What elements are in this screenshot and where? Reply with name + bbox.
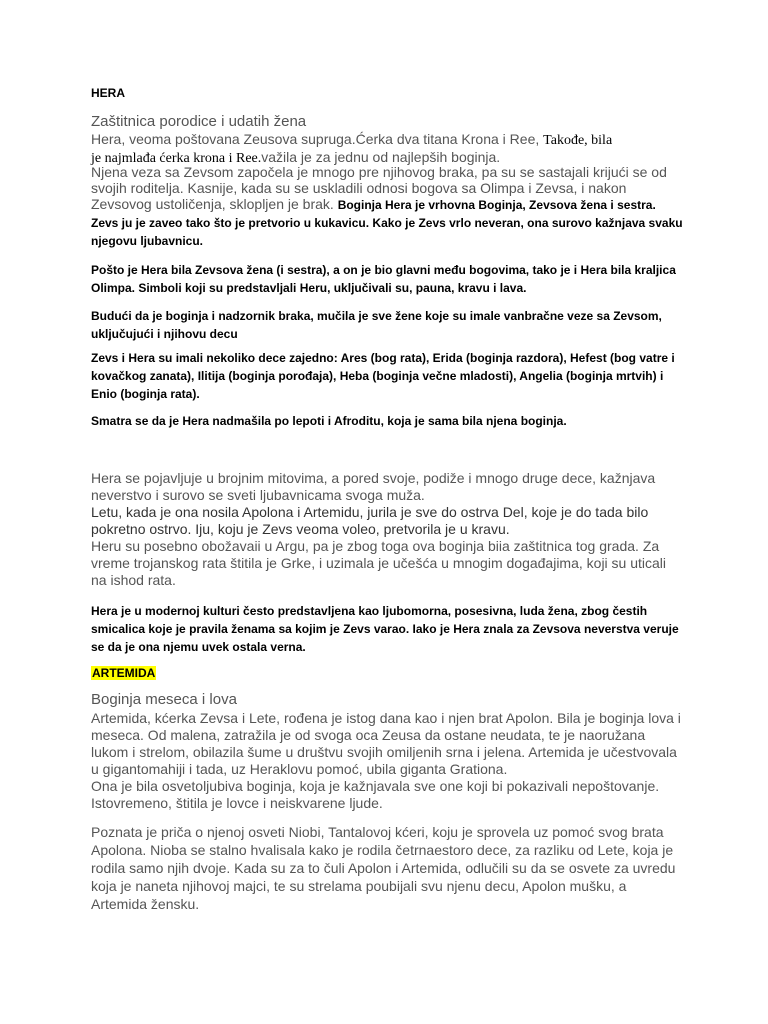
hera-paragraph-4: Zevs i Hera su imali nekoliko dece zajedno: Ares (bog rata), Erida (boginja razdora), Hefest (bog vatre i kovačkog zanata), Ilitija (boginja porođaja), Heba (boginja večne mladosti), Angelia (boginja mrtvih) i Enio (boginja rata). — [91, 351, 675, 401]
hera-subtitle: Zaštitnica porodice i udatih žena — [91, 113, 307, 130]
heading-artemida: ARTEMIDA — [92, 666, 156, 680]
hera-p6-b: Letu, kada je ona nosila Apolona i Artemidu, jurila je sve do ostrva Del, koje je do tada bilo pokretno ostrvo. Iju, koju je Zevs veoma voleo, pretvorila je u kravu. — [91, 504, 649, 537]
artemida-subtitle: Boginja meseca i lova — [91, 691, 237, 708]
heading-hera: HERA — [91, 86, 126, 100]
hera-intro-b: važila je za jednu od najlepših boginja. — [261, 149, 501, 165]
hera-p6-a: Hera se pojavljuje u brojnim mitovima, a pored svoje, podiže i mnogo druge dece, kažnjava neverstvo i surovo se sveti ljubavnicama svoga muža. — [91, 470, 656, 503]
hera-intro — [91, 131, 683, 167]
hera-paragraph-5: Smatra se da je Hera nadmašila po lepoti i Afroditu, koja je sama bila njena boginja. — [91, 414, 567, 428]
artemida-paragraph-1: Artemida, kćerka Zevsa i Lete, rođena je istog dana kao i njen brat Apolon. Bila je boginja lova i meseca. Od malena, zatražila je od svoga oca Zeusa da ostane neudata, te je naoružana lukom i strelom, obilazila šume u društvu svojih omiljenih srna i jelena. Artemida je učestvovala u gigantomahiji i tada, uz Heraklovu pomoć, ubila giganta Grationa. — [91, 710, 681, 777]
hera-intro-a: Hera, veoma poštovana Zeusova supruga.Ćerka dva titana Krona i Ree, — [91, 131, 540, 147]
hera-paragraph-3: Budući da je boginja i nadzornik braka, mučila je sve žene koje su imale vanbračne veze sa Zevsom, uključujući i njihovu decu — [91, 309, 662, 341]
hera-p1-text: Njena veza sa Zevsom započela je mnogo pre njihovog braka, pa su se sastajali krijući se od svojih roditelja. Kasnije, kada su se uskladili odnosi bogova sa Olimpa i Zevsa, i nakon Zevsovog ustoličenja, sklopljen je brak. — [91, 164, 667, 212]
hera-paragraph-1 — [91, 164, 683, 250]
hera-paragraph-6 — [91, 470, 683, 589]
hera-p1-bold: Boginja Hera je vrhovna Boginja, Zevsova žena i sestra. Zevs ju je zaveo tako što je pretvorio u kukavicu. Kako je Zevs vrlo neveran, ona surovo kažnjava svaku njegovu ljubavnicu. — [91, 198, 683, 248]
hera-intro-serif-a: Takođe, bila — [543, 133, 613, 148]
hera-intro-serif-b: je najmlađa ćerka krona i Ree. — [91, 151, 262, 166]
artemida-paragraph-2: Ona je bila osvetoljubiva boginja, koja je kažnjavala sve one koji bi pokazivali nepoštovanje. Istovremeno, štitila je lovce i neiskvarene ljude. — [91, 778, 660, 811]
hera-p6-c: Heru su posebno obožavaii u Argu, pa je zbog toga ova boginja biia zaštitnica tog grada. Za vreme trojanskog rata štitila je Grke, i uzimala je učešća u mnogim događajima, koji su uticali na ishod rata. — [91, 538, 667, 588]
artemida-paragraph-3: Poznata je priča o njenoj osveti Niobi, Tantalovoj kćeri, koju je sprovela uz pomoć svog brata Apolona. Nioba se stalno hvalisala kako je rodila četrnaestoro dece, za razliku od Lete, koja je rodila samo njih dvoje. Kada su za to čuli Apolon i Artemida, odlučili su da se osvete za uvredu koja je naneta njihovoj majci, te su strelama poubijali svu njenu decu, Apolon mušku, a Artemida žensku. — [91, 824, 676, 912]
hera-paragraph-7: Hera je u modernoj kulturi često predstavljena kao ljubomorna, posesivna, luda žena, zbog čestih smicalica koje je pravila ženama sa kojim je Zevs varao. Iako je Hera znala za Zevsova neverstva veruje se da je ona njemu uvek ostala verna. — [91, 604, 679, 654]
hera-paragraph-2: Pošto je Hera bila Zevsova žena (i sestra), a on je bio glavni među bogovima, tako je i Hera bila kraljica Olimpa. Simboli koji su predstavljali Heru, uključivali su, pauna, kravu i lava. — [91, 263, 676, 295]
